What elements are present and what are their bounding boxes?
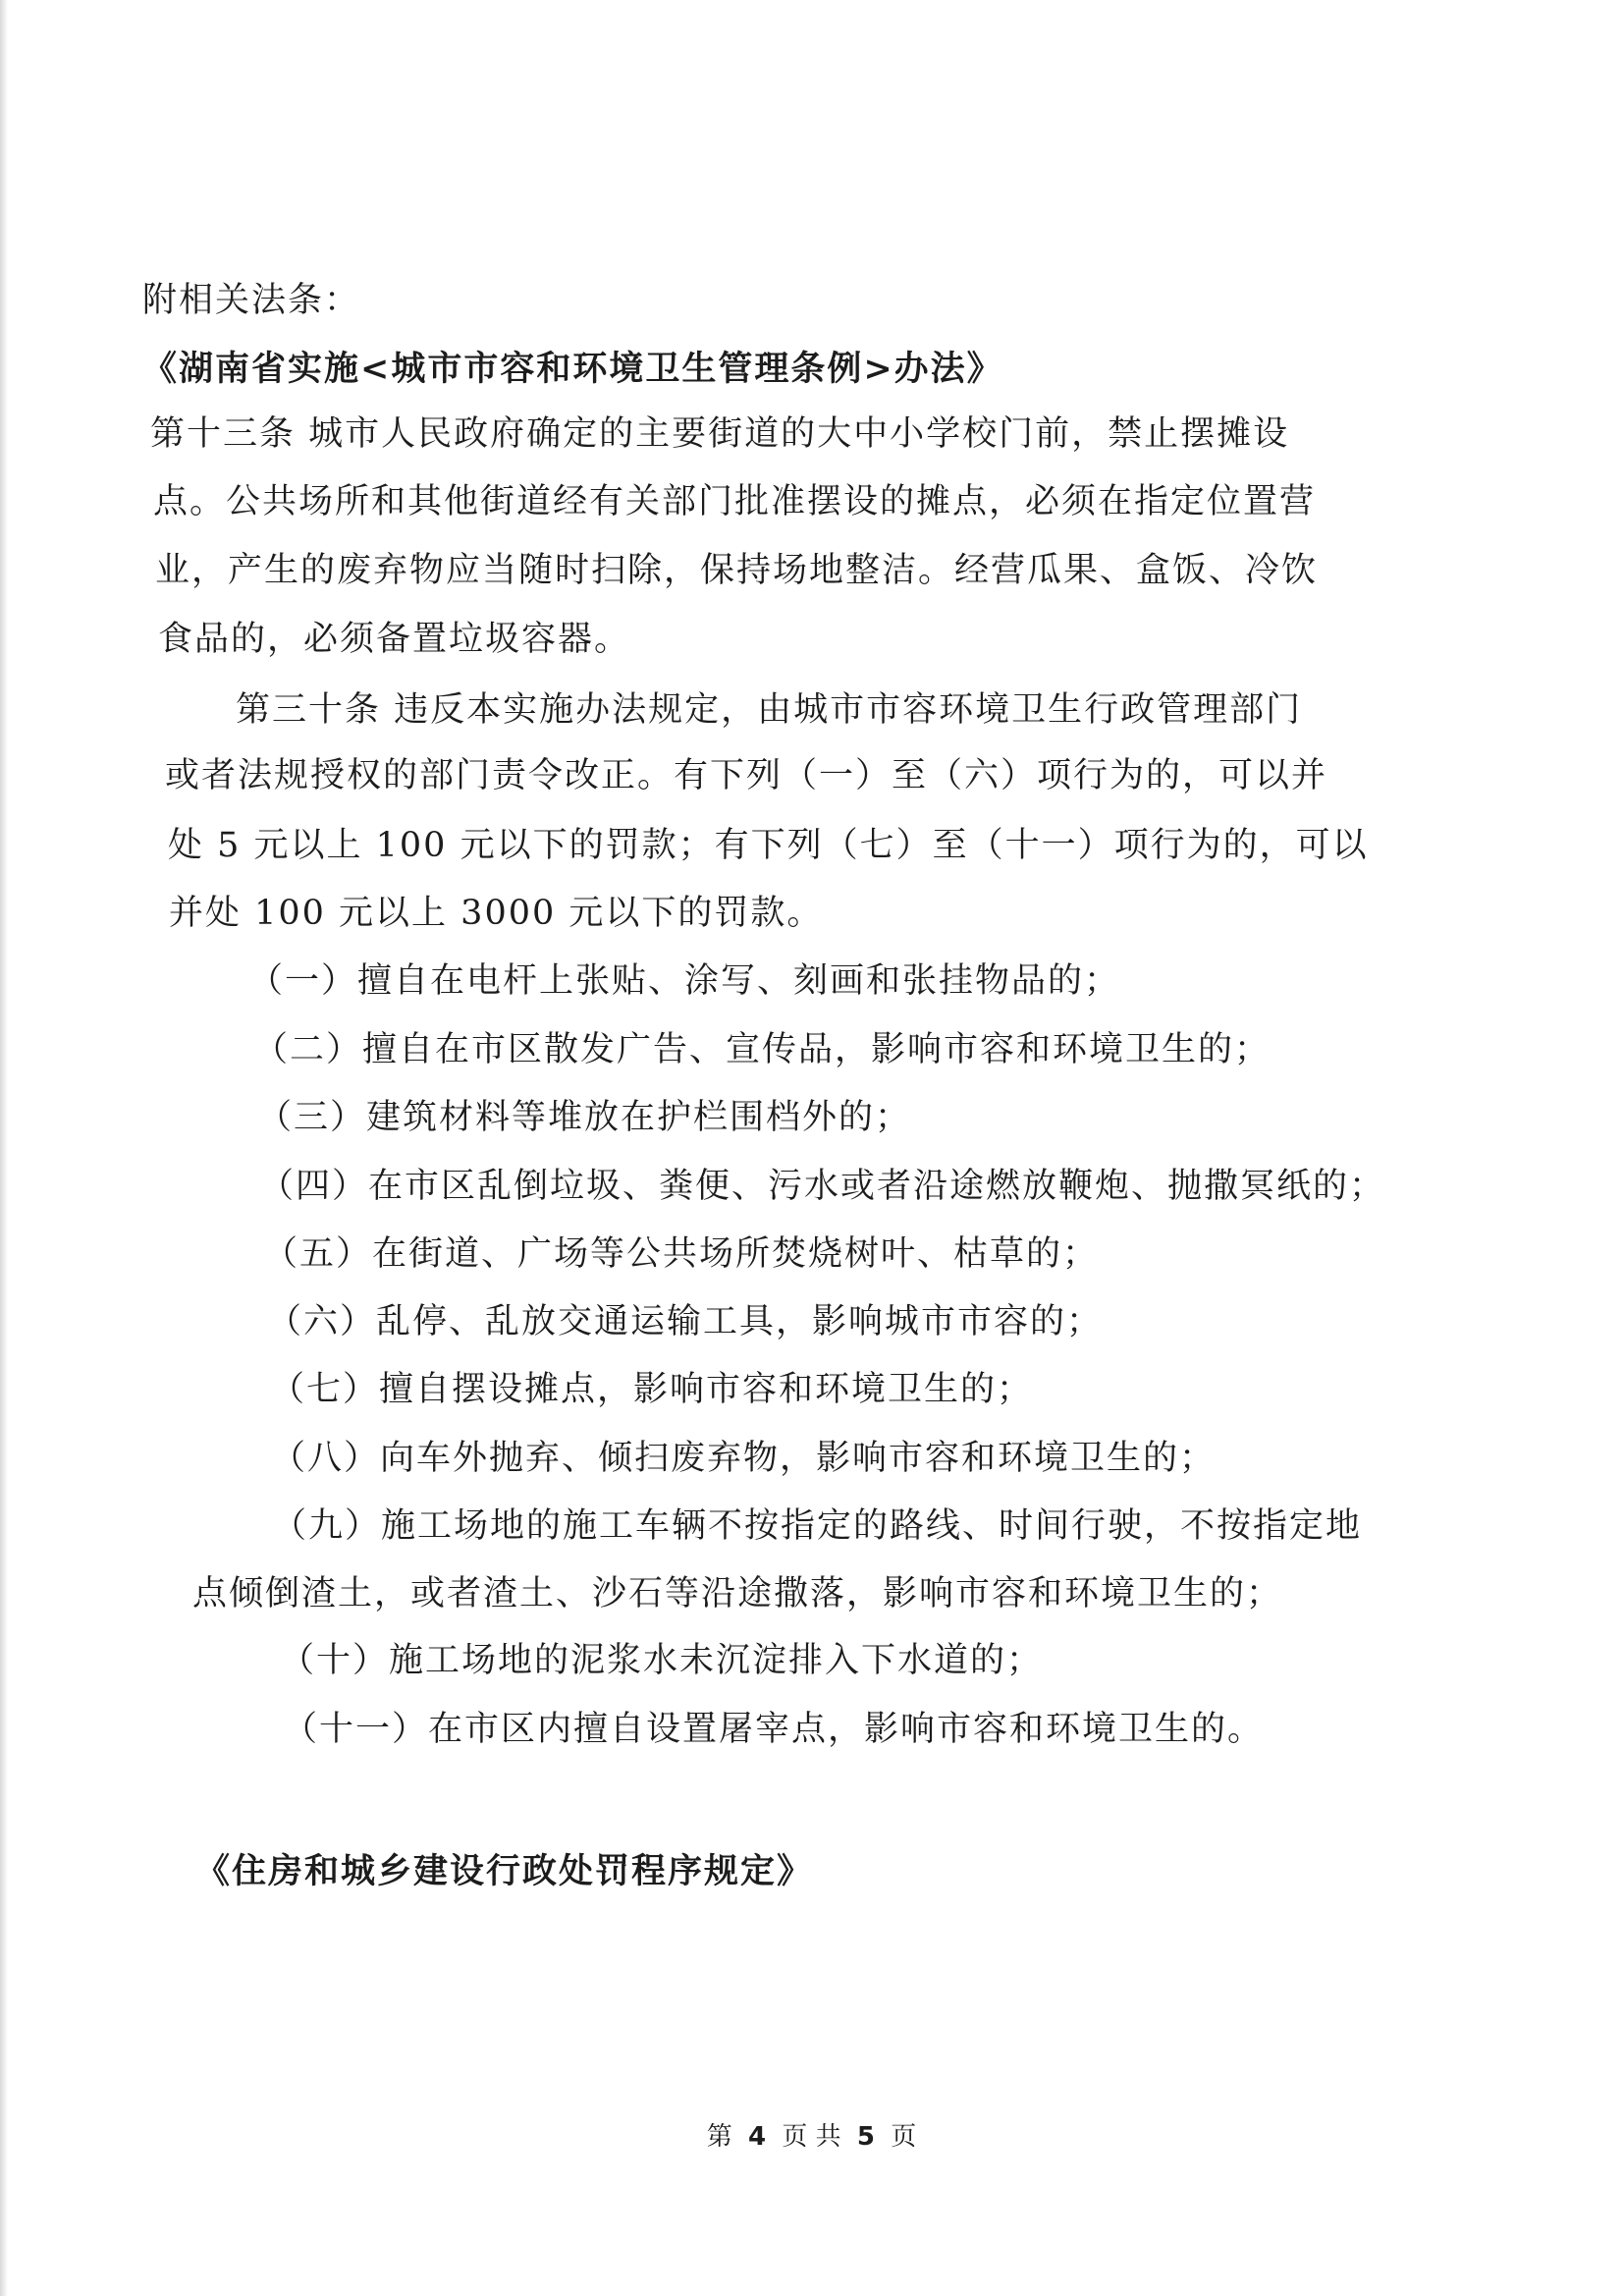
list-item-1: （一）擅自在电杆上张贴、涂写、刻画和张挂物品的； (248, 961, 1121, 1001)
attachment-heading: 附相关法条： (142, 281, 361, 320)
list-item-2: （二）擅自在市区散发广告、宣传品，影响市容和环境卫生的； (253, 1030, 1271, 1069)
current-page-number: 4 (748, 2122, 767, 2152)
list-item-11: （十一）在市区内擅自设置屠宰点，影响市容和环境卫生的。 (283, 1710, 1265, 1749)
page-footer (0, 2119, 1623, 2155)
list-item-9-line-2: 点倾倒渣土，或者渣土、沙石等沿途撒落，影响市容和环境卫生的； (192, 1574, 1283, 1613)
regulation-title-hunan: 《湖南省实施<城市市容和环境卫生管理条例>办法》 (142, 349, 1003, 389)
list-item-3: （三）建筑材料等堆放在护栏围档外的； (257, 1098, 912, 1137)
list-item-9-line-1: （九）施工场地的施工车辆不按指定的路线、时间行驶，不按指定地 (272, 1506, 1363, 1546)
list-item-4: （四）在市区乱倒垃圾、粪便、污水或者沿途燃放鞭炮、抛撒冥纸的； (259, 1167, 1386, 1206)
article-30-line-4: 并处 100 元以上 3000 元以下的罚款。 (169, 894, 824, 933)
list-item-5: （五）在街道、广场等公共场所焚烧树叶、枯草的； (263, 1234, 1100, 1274)
list-item-8: （八）向车外抛弃、倾扫废弃物，影响市容和环境卫生的； (271, 1439, 1217, 1478)
article-13-line-1: 第十三条 城市人民政府确定的主要街道的大中小学校门前，禁止摆摊设 (150, 414, 1290, 454)
footer-suffix: 页 (891, 2122, 917, 2152)
article-13-line-2: 点。公共场所和其他街道经有关部门批准摆设的摊点，必须在指定位置营 (153, 482, 1317, 521)
article-30-line-1: 第三十条 违反本实施办法规定，由城市市容环境卫生行政管理部门 (236, 690, 1303, 730)
article-13-line-3: 业，产生的废弃物应当随时扫除，保持场地整洁。经营瓜果、盒饭、冷饮 (155, 551, 1319, 590)
list-item-10: （十）施工场地的泥浆水未沉淀排入下水道的； (280, 1641, 1044, 1680)
article-30-line-3: 处 5 元以上 100 元以下的罚款；有下列（七）至（十一）项行为的，可以 (168, 826, 1369, 865)
footer-prefix: 第 (706, 2122, 732, 2152)
list-item-6: （六）乱停、乱放交通运输工具，影响城市市容的； (267, 1302, 1104, 1341)
article-13-line-4: 食品的，必须备置垃圾容器。 (158, 620, 631, 659)
footer-middle: 页 共 (782, 2122, 841, 2152)
scan-edge-shadow (0, 0, 8, 2296)
list-item-7: （七）擅自摆设摊点，影响市容和环境卫生的； (270, 1370, 1034, 1409)
article-30-line-2: 或者法规授权的部门责令改正。有下列（一）至（六）项行为的，可以并 (165, 756, 1328, 795)
regulation-title-procedure: 《住房和城乡建设行政处罚程序规定》 (195, 1851, 814, 1891)
total-pages-number: 5 (856, 2122, 875, 2152)
